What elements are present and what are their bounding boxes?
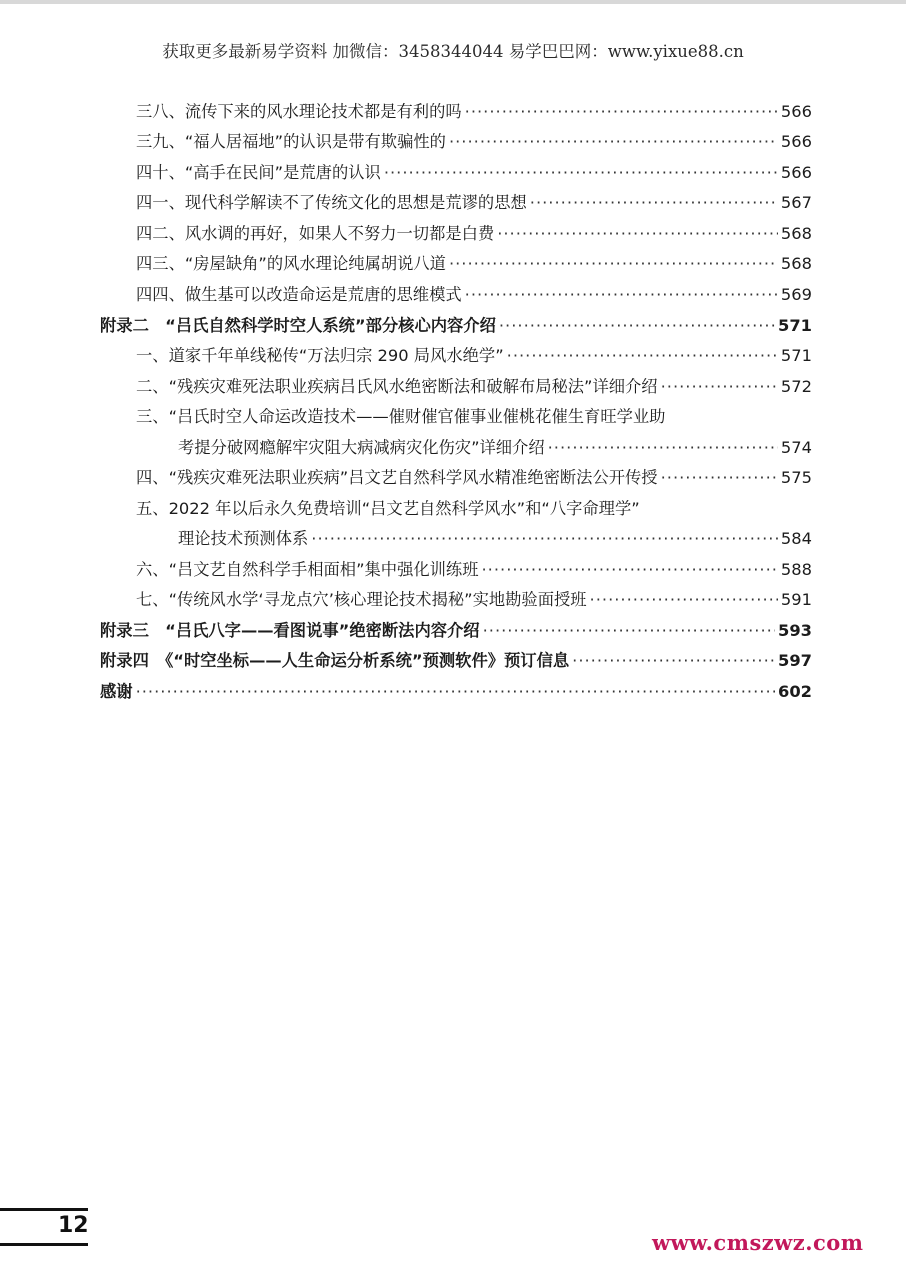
dot-leader	[530, 193, 778, 212]
dot-leader	[449, 254, 778, 273]
dot-leader	[384, 163, 778, 182]
dot-leader	[572, 651, 775, 670]
dot-leader	[548, 438, 778, 457]
toc-entry-page: 597	[778, 651, 812, 670]
dot-leader	[465, 102, 778, 121]
dot-leader	[661, 377, 778, 396]
toc-entry-page: 567	[780, 193, 812, 212]
toc-entry[interactable]	[136, 281, 812, 305]
toc-entry[interactable]	[136, 464, 812, 488]
toc-entry-title: 三、“吕氏时空人命运改造技术——催财催官催事业催桃花催生育旺学业助	[136, 407, 666, 426]
toc-entry-title: 理论技术预测体系	[178, 529, 309, 548]
dot-leader	[311, 529, 778, 548]
toc-entry-page: 575	[780, 468, 812, 487]
toc-entry-title: 四十、“高手在民间”是荒唐的认识	[136, 163, 381, 182]
toc-entry-continuation[interactable]	[178, 525, 812, 549]
toc-entry-first-line[interactable]	[136, 403, 812, 427]
toc-entry-page: 588	[780, 560, 812, 579]
toc-entry-page: 568	[780, 254, 812, 273]
toc-entry-page: 566	[780, 163, 812, 182]
dot-leader	[661, 468, 778, 487]
toc-entry-title: 附录二 “吕氏自然科学时空人系统”部分核心内容介绍	[100, 316, 496, 335]
toc-entry-page: 566	[780, 102, 812, 121]
toc-entry-page: 566	[780, 132, 812, 151]
toc-entry-title: 七、“传统风水学‘寻龙点穴’核心理论技术揭秘”实地勘验面授班	[136, 590, 587, 609]
toc-entry[interactable]	[136, 342, 812, 366]
toc-entry-title: 六、“吕文艺自然科学手相面相”集中强化训练班	[136, 560, 479, 579]
toc-entry-page: 602	[778, 682, 812, 701]
toc-entry-page: 571	[780, 346, 812, 365]
toc-entry[interactable]	[136, 250, 812, 274]
toc-entry-title: 附录三 “吕氏八字——看图说事”绝密断法内容介绍	[100, 621, 480, 640]
toc-entry-page: 591	[780, 590, 812, 609]
toc-entry-first-line[interactable]	[136, 495, 812, 519]
folio-top-rule	[0, 1208, 88, 1211]
toc-entry-title: 一、道家千年单线秘传“万法归宗 290 局风水绝学”	[136, 346, 504, 365]
dot-leader	[499, 316, 775, 335]
toc-entry-page: 593	[778, 621, 812, 640]
dot-leader	[507, 346, 778, 365]
toc-entry-page: 568	[780, 224, 812, 243]
toc-entry[interactable]	[136, 586, 812, 610]
toc-entry-page: 584	[780, 529, 812, 548]
dot-leader	[136, 682, 775, 701]
toc-entry[interactable]	[136, 189, 812, 213]
toc-entry-title: 四一、现代科学解读不了传统文化的思想是荒谬的思想	[136, 193, 527, 212]
page-header-banner: 获取更多最新易学资料 加微信：3458344044 易学巴巴网：www.yixue88.cn	[162, 42, 744, 61]
toc-entry[interactable]	[136, 98, 812, 122]
toc-appendix-entry[interactable]	[100, 617, 812, 641]
toc-entry-title: 四三、“房屋缺角”的风水理论纯属胡说八道	[136, 254, 446, 273]
folio-bottom-rule	[0, 1243, 88, 1246]
toc-entry-title: 附录四 《“时空坐标——人生命运分析系统”预测软件》预订信息	[100, 651, 570, 670]
toc-entry-continuation[interactable]	[178, 434, 812, 458]
dot-leader	[449, 132, 778, 151]
toc-entry-title: 四四、做生基可以改造命运是荒唐的思维模式	[136, 285, 462, 304]
dot-leader	[465, 285, 778, 304]
toc-entry-page: 572	[780, 377, 812, 396]
toc-entry[interactable]	[136, 373, 812, 397]
toc-entry-title: 三八、流传下来的风水理论技术都是有利的吗	[136, 102, 462, 121]
toc-appendix-entry[interactable]	[100, 678, 812, 702]
toc-entry-title: 五、2022 年以后永久免费培训“吕文艺自然科学风水”和“八字命理学”	[136, 499, 640, 518]
toc-entry-title: 感谢	[100, 682, 133, 701]
dot-leader	[497, 224, 778, 243]
toc-entry[interactable]	[136, 128, 812, 152]
page-number: 12	[58, 1213, 89, 1238]
toc-entry[interactable]	[136, 159, 812, 183]
toc-entry-page: 569	[780, 285, 812, 304]
dot-leader	[482, 560, 778, 579]
toc-appendix-entry[interactable]	[100, 312, 812, 336]
toc-entry-page: 571	[778, 316, 812, 335]
toc-entry-title: 考提分破网瘾解牢灾阻大病减病灾化伤灾”详细介绍	[178, 438, 545, 457]
dot-leader	[483, 621, 775, 640]
site-watermark: www.cmszwz.com	[652, 1230, 864, 1255]
dot-leader	[590, 590, 778, 609]
toc-entry[interactable]	[136, 220, 812, 244]
toc-entry-title: 三九、“福人居福地”的认识是带有欺骗性的	[136, 132, 446, 151]
toc-entry-title: 四二、风水调的再好，如果人不努力一切都是白费	[136, 224, 495, 243]
toc-entry[interactable]	[136, 556, 812, 580]
toc-appendix-entry[interactable]	[100, 647, 812, 671]
toc-entry-title: 二、“残疾灾难死法职业疾病吕氏风水绝密断法和破解布局秘法”详细介绍	[136, 377, 658, 396]
toc-entry-page: 574	[780, 438, 812, 457]
toc-entry-title: 四、“残疾灾难死法职业疾病”吕文艺自然科学风水精准绝密断法公开传授	[136, 468, 658, 487]
